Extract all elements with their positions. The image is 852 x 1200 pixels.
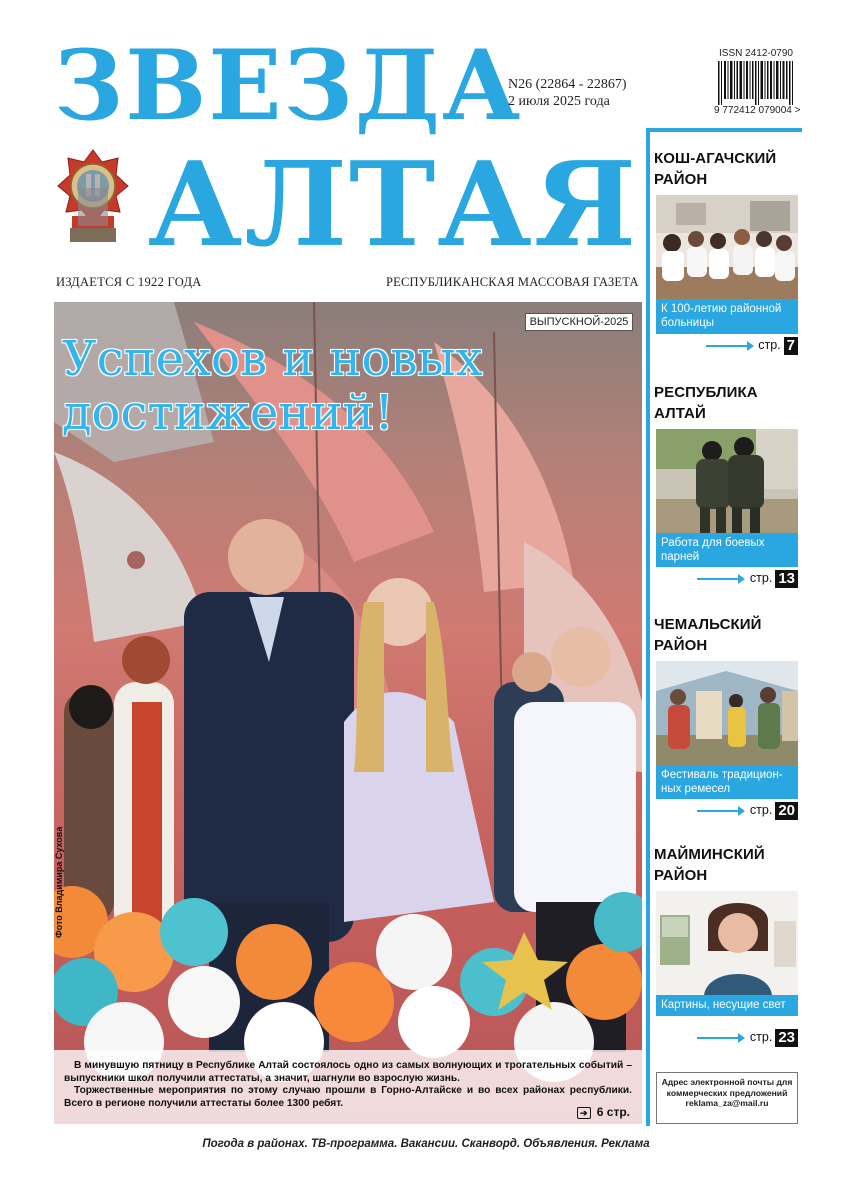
sidebar-item-heading: РЕСПУБЛИКА АЛТАЙ (654, 384, 758, 422)
sidebar-item-caption: К 100-летию районной больницы (656, 299, 798, 334)
hero-page-link[interactable] (577, 1106, 630, 1119)
footer-contents: Погода в районах. ТВ-программа. Вакансии. Сканворд. Объявления. Реклама (202, 1138, 650, 1150)
sidebar-item-chemal[interactable] (654, 614, 802, 821)
masthead-title-line2: АЛТАЯ (148, 137, 639, 273)
contact-label: Адрес электронной почты для коммерческих предложений (661, 1077, 793, 1098)
sidebar-item-photo (656, 661, 798, 765)
hero-caption (54, 1050, 642, 1124)
barcode-number: 9 772412 079004 > (714, 105, 801, 116)
founded-line: ИЗДАЕТСЯ С 1922 ГОДА (56, 275, 202, 289)
sidebar-item-photo (656, 195, 798, 299)
sidebar-item-heading: МАЙМИНСКИЙ РАЙОН (654, 846, 765, 884)
photo-credit: Фото Владимира Суховa (54, 826, 64, 938)
arrow-right-icon (697, 1037, 743, 1039)
sidebar-item-heading: ЧЕМАЛЬСКИЙ РАЙОН (654, 616, 762, 654)
sidebar-left-rule (646, 128, 650, 1126)
issue-info (508, 76, 648, 110)
sidebar-item-photo (656, 429, 798, 533)
contact-email[interactable]: reklama_za@mail.ru (685, 1098, 769, 1108)
hero-photo-block (54, 302, 642, 1124)
sidebar-item-page-ref: стр. 7 (656, 334, 798, 356)
section-tag: ВЫПУСКНОЙ-2025 (525, 313, 633, 331)
sidebar-item-kosh-agach[interactable] (654, 148, 802, 356)
page-number: 20 (775, 802, 798, 820)
hero-headline (62, 332, 562, 440)
sidebar-top-rule (646, 128, 802, 132)
issn-block (714, 48, 801, 120)
sidebar-item-caption: Фестиваль традицион-ных ремесел (656, 765, 798, 799)
issue-date: 2 июля 2025 года (508, 94, 610, 109)
sidebar-item-republic-altai[interactable] (654, 382, 802, 589)
page-number: 13 (775, 570, 798, 588)
arrow-right-icon: ➔ (577, 1107, 591, 1119)
page-number: 7 (784, 337, 798, 355)
masthead-title-line1: ЗВЕЗДА (54, 29, 523, 142)
hero-headline-line1: Успехов и новых (62, 331, 483, 387)
sidebar-item-caption: Картины, несущие свет (656, 995, 798, 1016)
paper-type-line: РЕСПУБЛИКАНСКАЯ МАССОВАЯ ГАЗЕТА (386, 275, 639, 289)
sidebar-item-maima[interactable] (654, 844, 802, 1048)
arrow-right-icon (697, 810, 743, 812)
issn-label: ISSN 2412-0790 (719, 48, 793, 59)
arrow-right-icon (706, 345, 752, 347)
hero-caption-paragraph: В минувшую пятницу в Республике Алтай состоялось одно из самых волнующих и трогательных событий – выпускники школ получили аттестаты, а значит, шагнули во взрослую жизнь. (64, 1060, 632, 1084)
sidebar (646, 128, 802, 1126)
sidebar-item-page-ref: стр. 13 (656, 567, 798, 589)
sidebar-item-heading: КОШ-АГАЧСКИЙ РАЙОН (654, 150, 777, 188)
hero-page-ref: 6 стр. (596, 1105, 630, 1119)
hero-headline-line2: достижений! (62, 385, 394, 441)
sidebar-item-page-ref: стр. 23 (656, 1026, 798, 1048)
issue-number: N26 (22864 - 22867) (508, 77, 627, 92)
sidebar-item-page-ref: стр. 20 (656, 799, 798, 821)
hero-caption-paragraph: Торжественные мероприятия по этому случаю прошли в Горно-Алтайске и во всех районах республики. Всего в регионе получили аттестаты более 1300 ребят. (64, 1085, 632, 1109)
sidebar-item-caption: Работа для боевых парней (656, 533, 798, 567)
barcode-icon (718, 61, 794, 105)
contact-box (656, 1072, 798, 1124)
arrow-right-icon (697, 578, 743, 580)
sidebar-item-photo (656, 891, 798, 995)
page-number: 23 (775, 1029, 798, 1047)
order-badge-logo (56, 148, 130, 248)
